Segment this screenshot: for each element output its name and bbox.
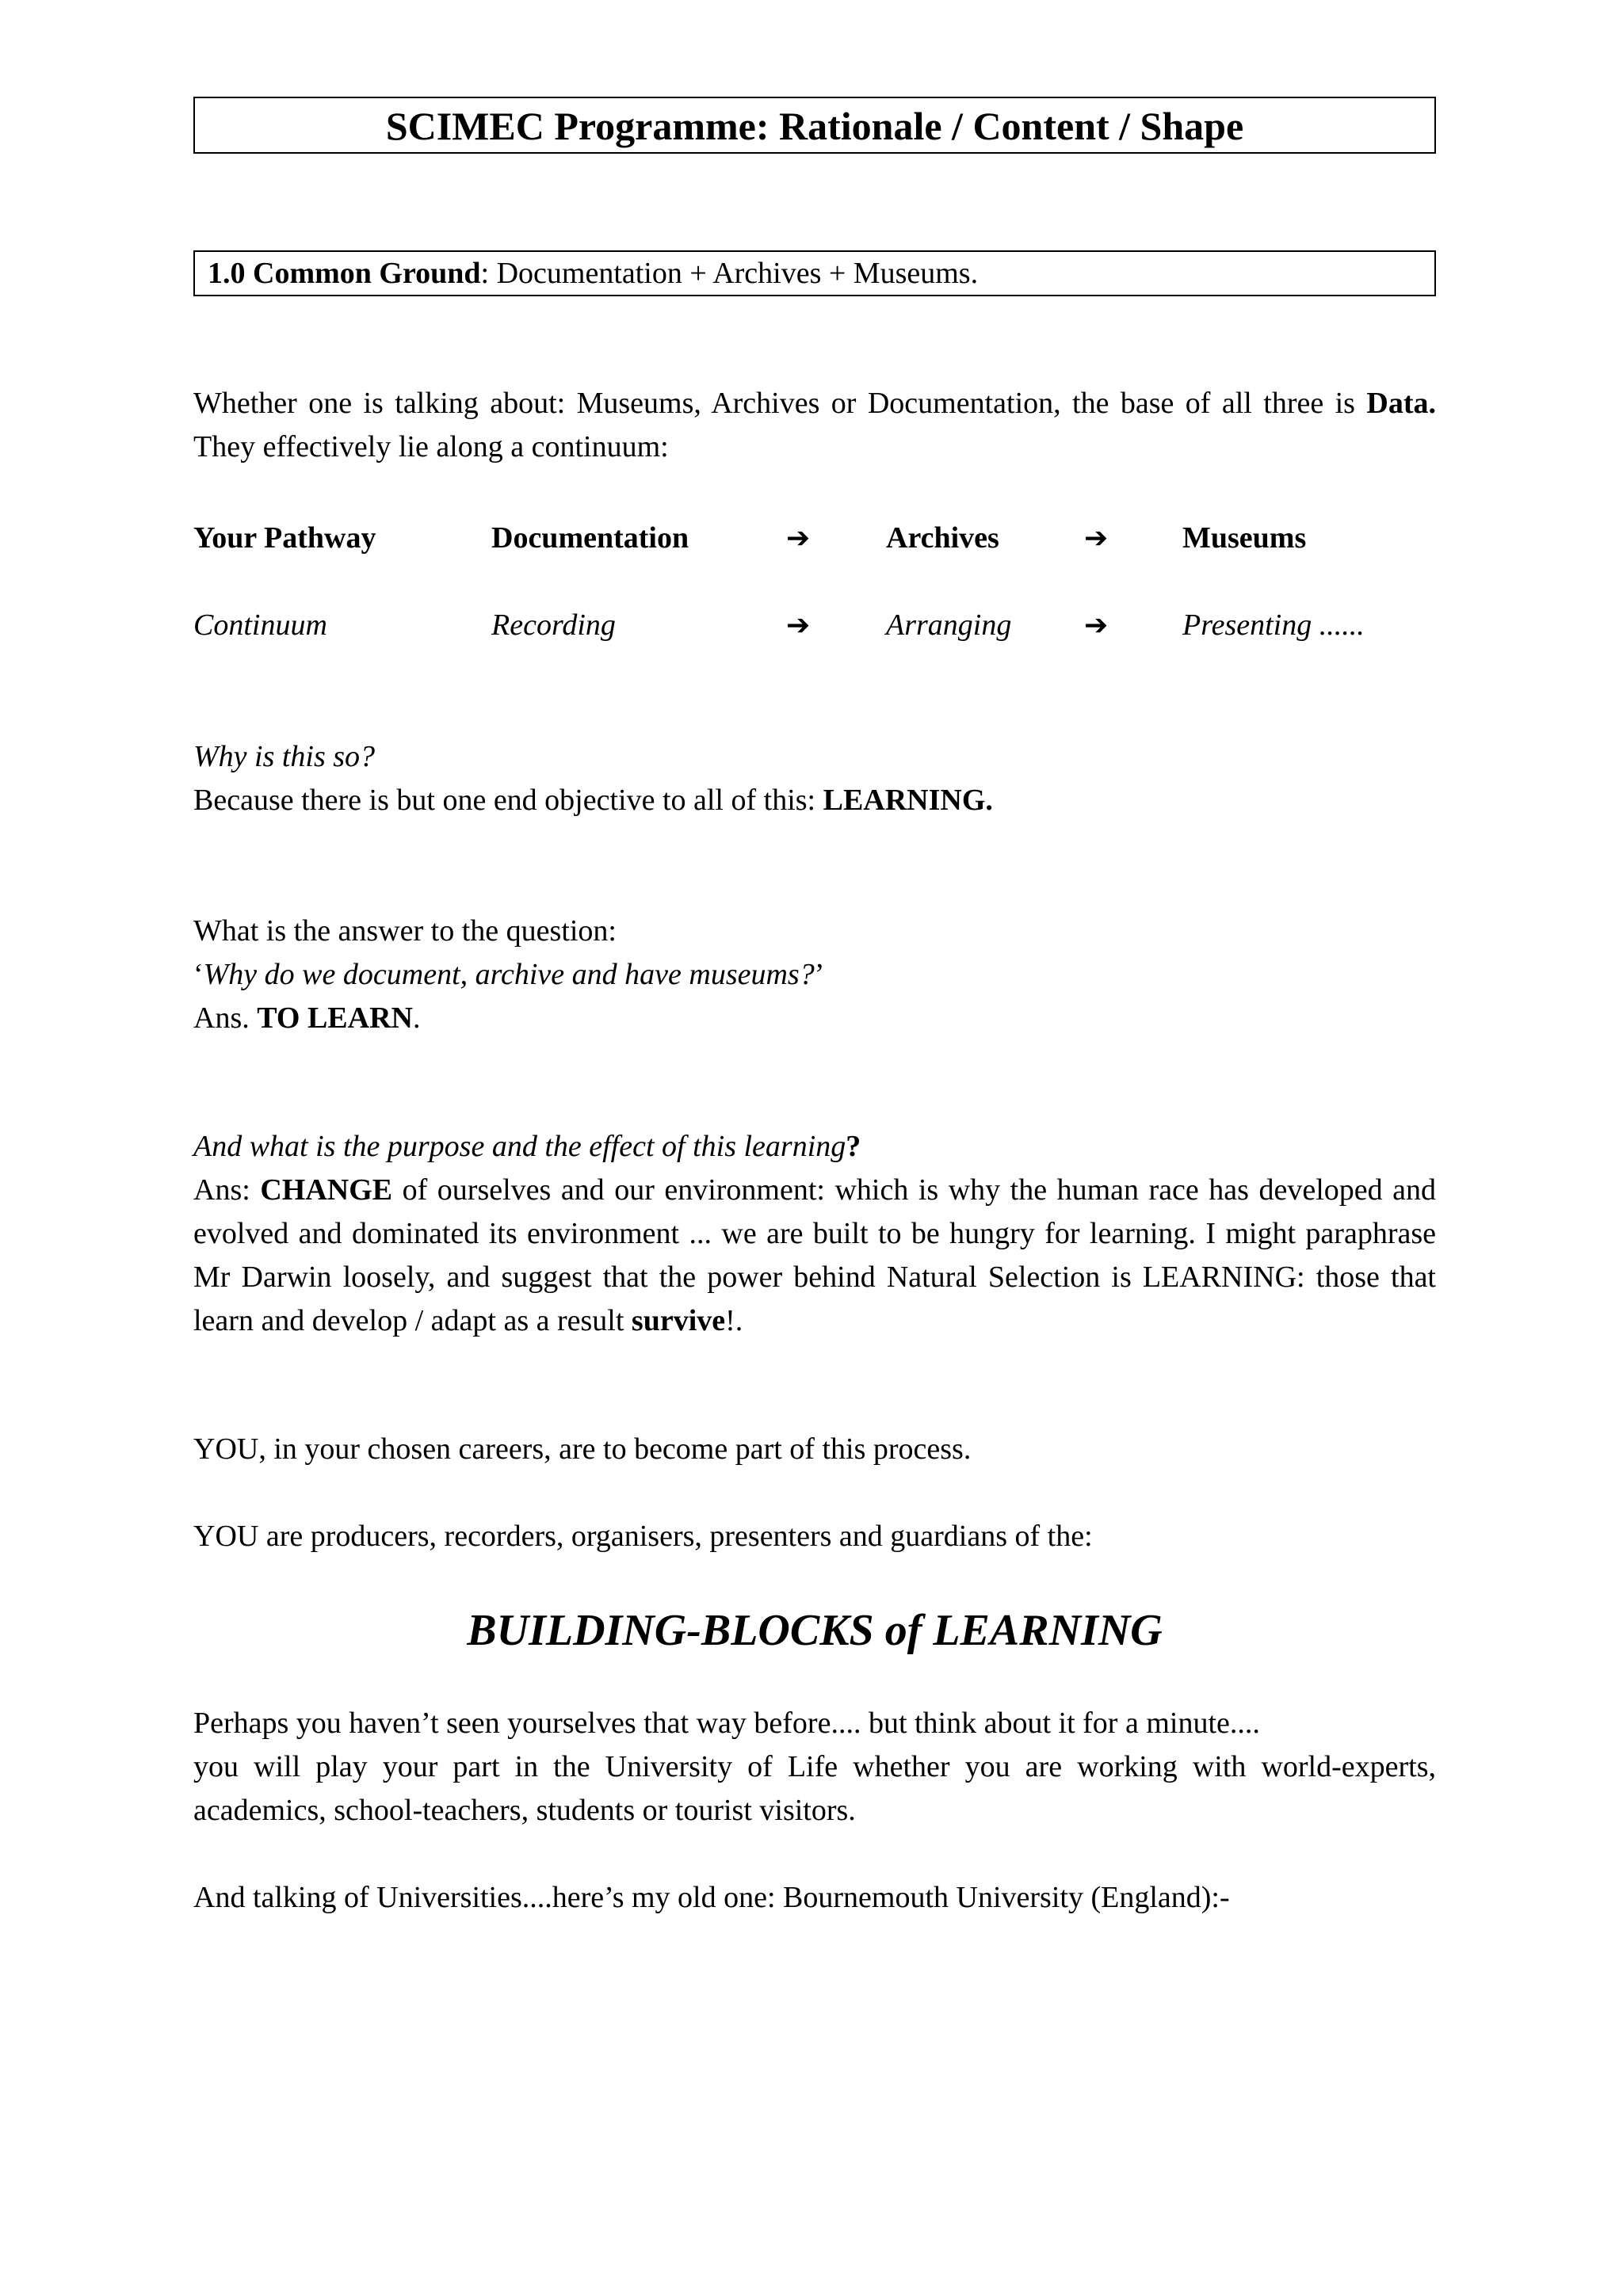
answer-block <box>193 910 1436 1040</box>
section-number-heading: 1.0 Common Ground <box>208 257 481 290</box>
why-answer-prefix: Because there is but one end objective to all of this: <box>193 784 823 817</box>
purpose-change-word: CHANGE <box>260 1173 393 1207</box>
pathway-step-documentation: Documentation <box>491 521 689 555</box>
purpose-survive-word: survive <box>631 1304 726 1337</box>
continuum-step-presenting: Presenting ...... <box>1182 608 1365 642</box>
intro-text-2: They effectively lie along a continuum: <box>193 430 669 463</box>
purpose-question-mark: ? <box>846 1130 861 1163</box>
answer-quote-line <box>193 953 1436 997</box>
arrow-right-icon: ➔ <box>1084 522 1109 555</box>
answer-question-line: What is the answer to the question: <box>193 914 617 948</box>
why-question: Why is this so? <box>193 740 376 773</box>
answer-line <box>193 997 1436 1040</box>
purpose-ans-prefix: Ans: <box>193 1173 261 1207</box>
why-answer <box>193 779 1436 822</box>
why-answer-learning: LEARNING. <box>823 784 993 817</box>
why-block <box>193 735 1436 822</box>
purpose-end: !. <box>725 1304 743 1337</box>
purpose-text: of ourselves and our environment: which is why the human race has developed and evolved and dominated its environment ... we are built to be hungry for learning. I might paraphrase Mr Darwin loosely, and suggest that the power behind Natural Selection is LEARNING: those that learn and develop / adapt as a result <box>193 1173 1436 1337</box>
answer-to-learn: TO LEARN <box>257 1001 413 1035</box>
you-line-2: YOU are producers, recorders, organisers, presenters and guardians of the: <box>193 1520 1093 1553</box>
continuum-step-recording: Recording <box>491 608 616 642</box>
continuum-label: Continuum <box>193 608 327 642</box>
section-heading <box>193 250 1436 296</box>
intro-text-1: Whether one is talking about: Museums, Archives or Documentation, the base of all three is <box>193 387 1355 420</box>
pathway-step-museums: Museums <box>1182 521 1307 555</box>
quote-text: Why do we document, archive and have museums? <box>203 958 815 991</box>
answer-suffix: . <box>412 1001 421 1035</box>
pathway-label: Your Pathway <box>193 521 376 555</box>
quote-close: ’ <box>814 958 825 991</box>
pathway-step-archives: Archives <box>886 521 999 555</box>
closing-para1-line1: Perhaps you haven’t seen yourselves that way before.... but think about it for a minute.... <box>193 1707 1260 1740</box>
purpose-question: And what is the purpose and the effect of this learning <box>193 1130 846 1163</box>
closing-paragraph-2: And talking of Universities....here’s my old one: Bournemouth University (England):- <box>193 1881 1230 1914</box>
building-blocks-heading: BUILDING-BLOCKS of LEARNING <box>467 1606 1163 1655</box>
arrow-right-icon: ➔ <box>786 522 811 555</box>
purpose-question-line <box>193 1125 1436 1169</box>
quote-open: ‘ <box>193 958 204 991</box>
intro-paragraph <box>193 382 1436 469</box>
continuum-step-arranging: Arranging <box>886 608 1012 642</box>
intro-data-word: Data. <box>1366 387 1436 420</box>
closing-paragraph-1 <box>193 1702 1436 1833</box>
closing-para1-rest: you will play your part in the University of Life whether you are working with world-experts, academics, school-teachers, students or tourist visitors. <box>193 1750 1436 1827</box>
you-line-1: YOU, in your chosen careers, are to become part of this process. <box>193 1432 972 1466</box>
answer-prefix: Ans. <box>193 1001 258 1035</box>
purpose-answer-paragraph <box>193 1169 1436 1343</box>
arrow-right-icon: ➔ <box>786 609 811 642</box>
section-heading-rest: : Documentation + Archives + Museums. <box>480 257 979 290</box>
page-title: SCIMEC Programme: Rationale / Content / Shape <box>193 97 1436 154</box>
purpose-block <box>193 1125 1436 1343</box>
arrow-right-icon: ➔ <box>1084 609 1109 642</box>
